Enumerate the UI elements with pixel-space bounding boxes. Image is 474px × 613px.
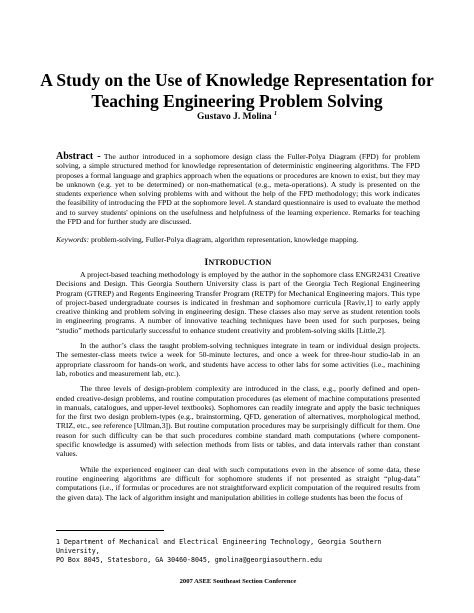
keywords-text: problem-solving, Fuller-Polya diagram, algorithm representation, knowledge mapping. — [89, 235, 359, 244]
title-line-2: Teaching Engineering Problem Solving — [91, 91, 383, 111]
keywords-label: Keywords: — [56, 235, 90, 244]
section-heading-initial: I — [204, 258, 209, 268]
title-line-1: A Study on the Use of Knowledge Representation for — [40, 70, 434, 90]
page-footer: 2007 ASEE Southeast Section Conference — [179, 578, 297, 585]
intro-paragraph: While the experienced engineer can deal with such computations even in the absence of some data, these routine engineering algorithms are difficult for sophomore students if not presented as straight “plug-data” computations (i.e., if formulas or procedures are not straightforward explicit computation of the required results from the given data). The lack of algorithm insight and manipulation abilities in college students has been the focus of — [56, 464, 420, 502]
intro-paragraph: The three levels of design-problem complexity are introduced in the class, e.g., poorly defined and open-ended creative-design problems, and routine computation procedures (as element of machine computations presented in manuals, catalogues, and upper-level textbooks). Sophomores can readily integrate and apply the basic techniques for the first two design problem-types (e.g., brainstorming, QFD, generation of alternatives, morphological method, TRIZ, etc., see reference [Ullman,3]). But routine computation procedures may be surprisingly difficult for them. One reason for such difficulty can be that such procedures combine standard math computations (where component-specific knowledge is assumed) with selection methods from lists or tables, and data intervals rather than constant values. — [56, 384, 420, 459]
abstract-text: The author introduced in a sophomore design class the Fuller-Polya Diagram (FPD) for problem solving, a simple structured method for knowledge representation of deterministic engineering algorithms. The FPD proposes a formal language and graphics approach when the equations or procedures are known to exist, but they may be unknown (e.g. yet to be determined) or non-mathematical (e.g., meta-operations). A study is presented on the students experience when solving problems with and without the help of the FPD methodology; this work indicates the feasibility of introducing the FPD at the sophomore level. A standard questionnaire is used to evaluate the method and to survey students' opinions on the usefulness and helpfulness of the learning experience. Remarks for teaching the FPD and for further study are discussed. — [56, 152, 420, 227]
footnote-line-2: PO Box 8045, Statesboro, GA 30460-8045, gmolina@georgiasouthern.edu — [56, 556, 322, 564]
author-line — [40, 111, 434, 122]
footnote-line-1: 1 Department of Mechanical and Electrical Engineering Technology, Georgia Southern University, — [56, 538, 382, 555]
footnote — [56, 538, 420, 565]
paper-title — [40, 70, 434, 112]
section-heading-rest: NTRODUCTION — [208, 258, 272, 267]
section-heading-introduction — [56, 258, 420, 268]
intro-paragraph: In the author’s class the taught problem-solving techniques integrate in team or individual design projects. The semester-class meets twice a week for 50-minute lectures, and once a week for three-hour studio-lab in an appropriate classroom for hands-on work, and students have access to other labs for some activities (i.e., machining lab, robotics and measurement lab, etc.). — [56, 341, 420, 378]
introduction-body — [56, 270, 420, 508]
author-footnote-mark: 1 — [274, 111, 278, 117]
abstract-label: Abstract - — [56, 151, 101, 162]
keywords — [56, 235, 420, 244]
intro-paragraph: A project-based teaching methodology is employed by the author in the sophomore class ENGR2431 Creative Decisions and Design. This Georgia Southern University class is part of the Georgia Tech Regional Engineering Program (GTREP) and Regents Engineering Transfer Program (RETP) for Mechanical Engineering majors. This type of project-based undergraduate courses is indicated in freshman and sophomore curricula [Raviv,1] to early apply creative thinking and problem solving in engineering design. These classes also may serve as student retention tools in engineering programs. A number of innovative teaching techniques have been used for such purposes, being “studio” methods particularly successful to enhance student creativity and problem-solving skills [Little,2]. — [56, 270, 420, 335]
author-name: Gustavo J. Molina — [196, 112, 272, 123]
footnote-divider — [56, 530, 164, 531]
abstract — [56, 152, 420, 226]
